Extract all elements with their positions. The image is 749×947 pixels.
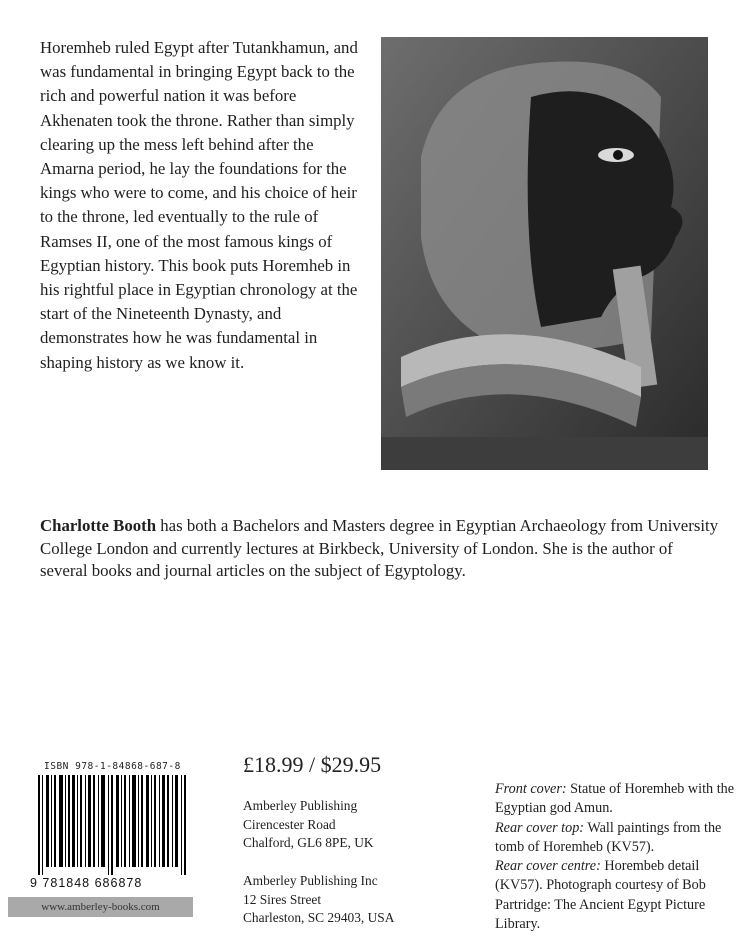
horemheb-wall-painting-image: [381, 37, 708, 470]
address-line: Charleston, SC 29403, USA: [243, 910, 395, 925]
credit-label: Rear cover top:: [495, 819, 585, 836]
isbn-label: ISBN 978-1-84868-687-8: [44, 761, 181, 772]
barcode-block: [8, 761, 193, 919]
author-bio: [40, 515, 720, 583]
publisher-uk-address: [243, 797, 374, 853]
credit-text: Horembeb detail (KV57). Photograph courtesy of Bob Partridge: The Ancient Egypt Picture Library.: [495, 858, 706, 933]
pharaoh-profile-icon: [381, 37, 708, 470]
website-link[interactable]: www.amberley-books.com: [8, 897, 193, 917]
address-line: Amberley Publishing Inc: [243, 873, 378, 888]
address-line: 12 Sires Street: [243, 891, 322, 907]
address-line: Chalford, GL6 8PE, UK: [243, 835, 374, 850]
credit-label: Front cover:: [495, 781, 567, 797]
credit-text: Statue of Horemheb with the Egyptian god Amun.: [495, 781, 735, 817]
credit-text: Wall paintings from the tomb of Horemheb (KV57).: [495, 819, 722, 855]
author-bio-text: has both a Bachelors and Masters degree in Egyptian Archaeology from University College London and currently lectures at Birkbeck, University of London. She is the author of several books and journal articles on the subject of Egyptology.: [40, 516, 719, 580]
publisher-us-address: [243, 872, 394, 928]
barcode-number: 9 781848 686878: [30, 876, 143, 890]
address-line: Cirencester Road: [243, 816, 336, 832]
price: £18.99 / $29.95: [243, 752, 382, 777]
barcode-icon: [38, 775, 188, 875]
image-credits: [495, 780, 740, 934]
address-line: Amberley Publishing: [243, 798, 358, 813]
credit-label: Rear cover centre:: [495, 858, 601, 875]
author-name: Charlotte Booth: [40, 516, 157, 535]
book-blurb: Horemheb ruled Egypt after Tutankhamun, and was fundamental in bringing Egypt back to the rich and powerful nation it was before Akhenaten took the throne. Rather than simply clearing up the mess left behind after the Amarna period, he lay the foundations for the kings who were to come, and his choice of heir to the throne, led eventually to the rule of Ramses II, one of the most famous kings of Egyptian history. This book puts Horemheb in his rightful place in Egyptian chronology at the start of the Nineteenth Dynasty, and demonstrates how he was fundamental in shaping history as we know it.: [40, 38, 358, 372]
